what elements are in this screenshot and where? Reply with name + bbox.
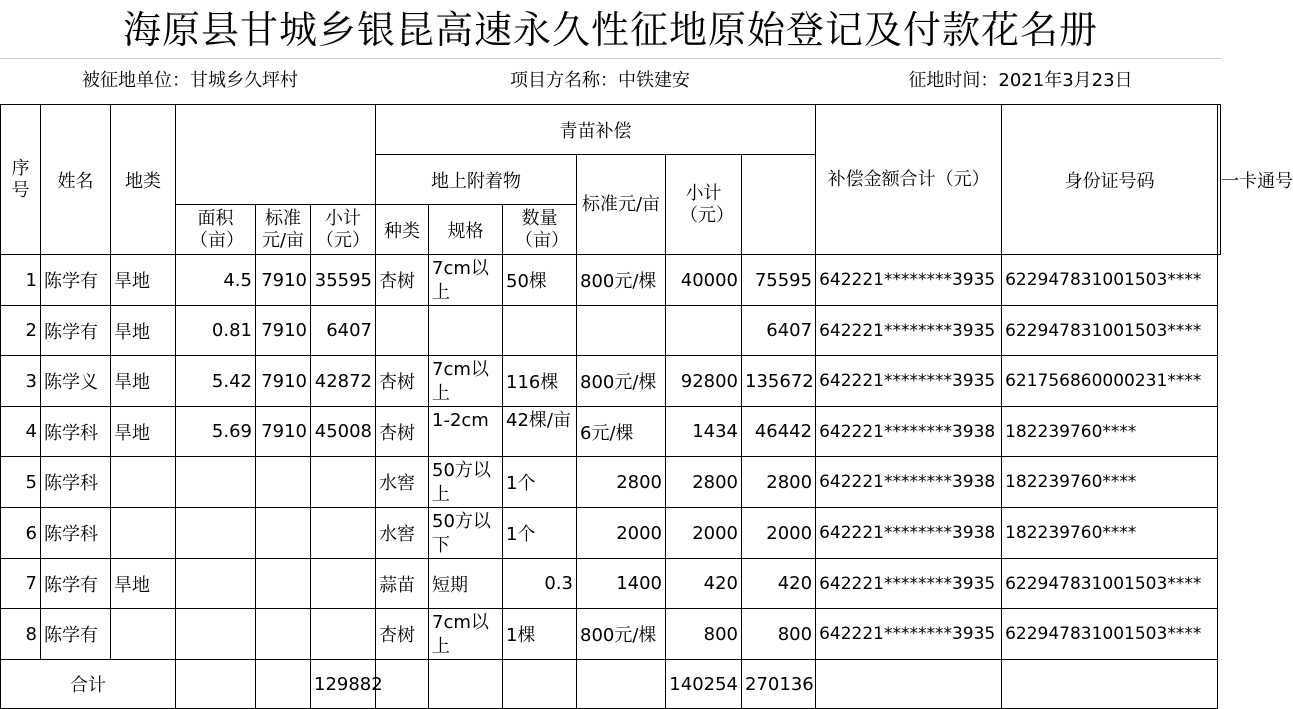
row-seq: 4: [1, 407, 41, 457]
header-std-land: 标准元/亩: [256, 205, 311, 255]
header-land-blank: [176, 105, 376, 205]
row-subtotal-green: 1434: [666, 407, 742, 457]
row-spec: 7cm以上: [429, 356, 503, 407]
row-land-type: 旱地: [111, 255, 176, 306]
row-name: 陈学有: [41, 609, 111, 660]
row-id: 642221********3938: [816, 407, 1002, 457]
row-seq: 5: [1, 457, 41, 508]
row-area: [176, 559, 256, 609]
row-std-green: 800元/棵: [577, 356, 666, 407]
header-seq: 序号: [1, 105, 41, 255]
row-land-type: [111, 457, 176, 508]
row-name: 陈学科: [41, 508, 111, 559]
row-name: 陈学科: [41, 407, 111, 457]
header-card: 一卡通号: [1218, 105, 1221, 255]
row-subtotal-green: 800: [666, 609, 742, 660]
footer-subtotal-green: 140254: [666, 660, 742, 709]
row-area: 4.5: [176, 255, 256, 306]
row-kind: 水窖: [376, 457, 429, 508]
header-qty: 数量（亩）: [503, 205, 577, 255]
row-area: 5.42: [176, 356, 256, 407]
table-row: [1, 407, 1221, 457]
row-name: 陈学义: [41, 356, 111, 407]
footer-qty: [503, 660, 577, 709]
table-row: [1, 255, 1221, 306]
table-row: [1, 508, 1221, 559]
row-card: 621756860000231****: [1002, 356, 1218, 407]
header-subtotal-land: 小计（元）: [311, 205, 376, 255]
row-subtotal-land: [311, 457, 376, 508]
row-std-land: [256, 559, 311, 609]
row-total: 46442: [742, 407, 816, 457]
row-qty: [503, 306, 577, 356]
row-subtotal-green: 2800: [666, 457, 742, 508]
row-card: 182239760****: [1002, 508, 1218, 559]
row-total: 420: [742, 559, 816, 609]
header-kind: 种类: [376, 205, 429, 255]
row-card: 622947831001503****: [1002, 609, 1218, 660]
row-spec: 7cm以上: [429, 255, 503, 306]
row-land-type: [111, 609, 176, 660]
row-kind: 水窖: [376, 508, 429, 559]
row-name: 陈学科: [41, 457, 111, 508]
row-seq: 1: [1, 255, 41, 306]
row-qty: 0.3: [503, 559, 577, 609]
header-std-green: 标准元/亩: [577, 155, 666, 255]
table-row: [1, 559, 1221, 609]
row-std-land: 7910: [256, 356, 311, 407]
row-std-land: [256, 457, 311, 508]
row-area: [176, 457, 256, 508]
table-row: [1, 609, 1221, 660]
row-land-type: 旱地: [111, 559, 176, 609]
row-qty: 1个: [503, 508, 577, 559]
row-spec: 短期: [429, 559, 503, 609]
row-spec: [429, 306, 503, 356]
row-card: 182239760****: [1002, 407, 1218, 457]
footer-area: [176, 660, 256, 709]
row-land-type: [111, 508, 176, 559]
row-card: 622947831001503****: [1002, 306, 1218, 356]
row-area: 0.81: [176, 306, 256, 356]
row-qty: 42棵/亩: [503, 407, 577, 457]
row-subtotal-green: 420: [666, 559, 742, 609]
header-green-comp: 青苗补偿: [376, 105, 816, 155]
meta-row-border: [0, 58, 1221, 104]
footer-label: 合计: [1, 660, 176, 709]
footer-total: 270136: [742, 660, 816, 709]
row-kind: 杏树: [376, 255, 429, 306]
row-land-type: 旱地: [111, 306, 176, 356]
row-seq: 7: [1, 559, 41, 609]
row-kind: 蒜苗: [376, 559, 429, 609]
register-table: [0, 104, 1293, 709]
row-card: 182239760****: [1002, 457, 1218, 508]
row-name: 陈学有: [41, 306, 111, 356]
footer-kind: [376, 660, 429, 709]
table-row: [1, 356, 1221, 407]
footer-subtotal-land: 129882: [311, 660, 376, 709]
row-total: 6407: [742, 306, 816, 356]
row-card: 622947831001503****: [1002, 559, 1218, 609]
row-kind: 杏树: [376, 407, 429, 457]
row-subtotal-green: 40000: [666, 255, 742, 306]
header-land-type: 地类: [111, 105, 176, 255]
row-total: 800: [742, 609, 816, 660]
row-subtotal-land: 42872: [311, 356, 376, 407]
row-std-land: 7910: [256, 255, 311, 306]
row-std-land: [256, 609, 311, 660]
row-std-green: 6元/棵: [577, 407, 666, 457]
row-spec: 50方以下: [429, 508, 503, 559]
row-subtotal-land: 6407: [311, 306, 376, 356]
row-subtotal-land: 45008: [311, 407, 376, 457]
meta-time: 征地时间：2021年3月23日: [908, 70, 1133, 91]
row-kind: 杏树: [376, 609, 429, 660]
row-id: 642221********3935: [816, 559, 1002, 609]
row-area: [176, 609, 256, 660]
row-subtotal-land: [311, 559, 376, 609]
row-subtotal-green: [666, 306, 742, 356]
row-total: 75595: [742, 255, 816, 306]
row-std-land: 7910: [256, 407, 311, 457]
row-seq: 2: [1, 306, 41, 356]
header-name: 姓名: [41, 105, 111, 255]
row-total: 2000: [742, 508, 816, 559]
row-spec: 1-2cm: [429, 407, 503, 457]
header-spec: 规格: [429, 205, 503, 255]
row-name: 陈学有: [41, 559, 111, 609]
row-seq: 3: [1, 356, 41, 407]
row-seq: 8: [1, 609, 41, 660]
footer-std-green: [577, 660, 666, 709]
row-std-land: [256, 508, 311, 559]
row-std-green: 800元/棵: [577, 255, 666, 306]
footer-id: [816, 660, 1002, 709]
row-id: 642221********3935: [816, 255, 1002, 306]
row-kind: 杏树: [376, 356, 429, 407]
page-title: 海原县甘城乡银昆高速永久性征地原始登记及付款花名册: [122, 8, 1098, 52]
row-subtotal-land: 35595: [311, 255, 376, 306]
row-kind: [376, 306, 429, 356]
row-std-land: 7910: [256, 306, 311, 356]
header-attachments: 地上附着物: [376, 155, 577, 205]
row-id: 642221********3935: [816, 306, 1002, 356]
header-id: 身份证号码: [1002, 105, 1218, 255]
row-total: 2800: [742, 457, 816, 508]
row-subtotal-green: 2000: [666, 508, 742, 559]
footer-std: [256, 660, 311, 709]
row-total: 135672: [742, 356, 816, 407]
row-area: [176, 508, 256, 559]
row-std-green: 1400: [577, 559, 666, 609]
row-std-green: 800元/棵: [577, 609, 666, 660]
row-id: 642221********3935: [816, 356, 1002, 407]
row-qty: 116棵: [503, 356, 577, 407]
table-row: [1, 306, 1221, 356]
row-name: 陈学有: [41, 255, 111, 306]
row-subtotal-land: [311, 508, 376, 559]
footer-row: [1, 660, 1221, 709]
row-qty: 1个: [503, 457, 577, 508]
meta-unit: 被征地单位：甘城乡久坪村: [82, 70, 298, 91]
row-std-green: 2800: [577, 457, 666, 508]
row-std-green: 2000: [577, 508, 666, 559]
row-spec: 7cm以上: [429, 609, 503, 660]
meta-project: 项目方名称：中铁建安: [510, 70, 690, 91]
row-land-type: 旱地: [111, 407, 176, 457]
row-subtotal-land: [311, 609, 376, 660]
row-land-type: 旱地: [111, 356, 176, 407]
table-row: [1, 457, 1221, 508]
footer-card: [1002, 660, 1218, 709]
row-std-green: [577, 306, 666, 356]
row-area: 5.69: [176, 407, 256, 457]
footer-spec: [429, 660, 503, 709]
row-seq: 6: [1, 508, 41, 559]
row-qty: 1棵: [503, 609, 577, 660]
row-spec: 50方以上: [429, 457, 503, 508]
row-id: 642221********3938: [816, 457, 1002, 508]
row-id: 642221********3938: [816, 508, 1002, 559]
row-qty: 50棵: [503, 255, 577, 306]
header-area: 面积（亩）: [176, 205, 256, 255]
row-id: 642221********3935: [816, 609, 1002, 660]
header-subtotal-green: 小计（元）: [666, 155, 742, 255]
header-total: 补偿金额合计（元）: [816, 105, 1002, 255]
row-subtotal-green: 92800: [666, 356, 742, 407]
row-card: 622947831001503****: [1002, 255, 1218, 306]
